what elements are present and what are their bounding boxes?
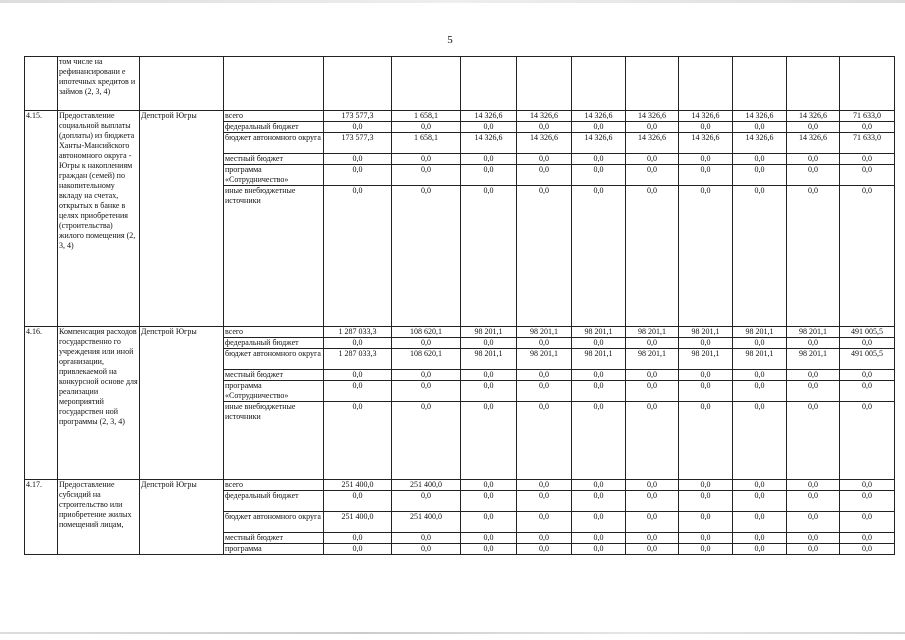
funding-value: 14 326,6 <box>461 133 517 154</box>
funding-value: 0,0 <box>733 165 787 186</box>
funding-value: 0,0 <box>626 512 679 533</box>
continuation-value-cell <box>324 57 392 111</box>
funding-value: 0,0 <box>733 154 787 165</box>
funding-value: 1 287 033,3 <box>324 349 392 370</box>
funding-value: 0,0 <box>840 381 895 402</box>
funding-value: 0,0 <box>461 122 517 133</box>
funding-value: 14 326,6 <box>626 133 679 154</box>
item-description: Предоставление социальной выплаты (доплаты) из бюджета Ханты-Мансийского автономного округа - Югры к накоплениям граждан (семей) по накопительному вкладу на счетах, открытых в банке в целях приобретения (строительства) жилого помещения (2, 3, 4) <box>58 111 140 327</box>
funding-value: 14 326,6 <box>517 133 572 154</box>
funding-source: программа <box>224 544 324 555</box>
funding-value: 0,0 <box>324 338 392 349</box>
funding-value: 0,0 <box>517 338 572 349</box>
scan-edge-bottom <box>0 632 905 634</box>
funding-value: 0,0 <box>572 122 626 133</box>
funding-value: 98 201,1 <box>733 327 787 338</box>
funding-value: 0,0 <box>572 381 626 402</box>
funding-value: 0,0 <box>840 512 895 533</box>
continuation-value-cell <box>679 57 733 111</box>
budget-table <box>24 56 895 555</box>
funding-source: всего <box>224 480 324 491</box>
funding-value: 98 201,1 <box>787 349 840 370</box>
funding-source: федеральный бюджет <box>224 338 324 349</box>
funding-value: 0,0 <box>787 402 840 480</box>
funding-source: бюджет автономного округа <box>224 512 324 533</box>
funding-value: 98 201,1 <box>461 349 517 370</box>
item-description: Компенсация расходов государственно го учреждения или иной организации, привлекаемой на конкурсной основе для реализации мероприятий государствен ной программы (2, 3, 4) <box>58 327 140 480</box>
funding-value: 0,0 <box>572 154 626 165</box>
funding-value: 0,0 <box>679 491 733 512</box>
funding-value: 0,0 <box>626 533 679 544</box>
funding-value: 0,0 <box>392 533 461 544</box>
funding-value: 0,0 <box>572 165 626 186</box>
funding-value: 0,0 <box>517 512 572 533</box>
funding-value: 0,0 <box>461 491 517 512</box>
funding-value: 0,0 <box>787 186 840 327</box>
funding-value: 0,0 <box>679 544 733 555</box>
funding-value: 0,0 <box>324 165 392 186</box>
funding-value: 0,0 <box>733 480 787 491</box>
funding-source: местный бюджет <box>224 370 324 381</box>
funding-value: 98 201,1 <box>461 327 517 338</box>
item-description: Предоставление субсидий на строительство или приобретение жилых помещений лицам, <box>58 480 140 555</box>
funding-value: 0,0 <box>679 122 733 133</box>
funding-value: 0,0 <box>626 381 679 402</box>
funding-value: 0,0 <box>626 544 679 555</box>
funding-value: 0,0 <box>733 512 787 533</box>
funding-value: 0,0 <box>733 491 787 512</box>
table-row <box>25 111 895 122</box>
funding-source: всего <box>224 327 324 338</box>
funding-value: 0,0 <box>626 165 679 186</box>
funding-value: 14 326,6 <box>733 111 787 122</box>
funding-value: 0,0 <box>679 402 733 480</box>
funding-value: 0,0 <box>626 402 679 480</box>
funding-value: 0,0 <box>392 370 461 381</box>
funding-value: 0,0 <box>679 533 733 544</box>
continuation-value-cell <box>626 57 679 111</box>
funding-value: 0,0 <box>392 491 461 512</box>
funding-source: программа «Сотрудничество» <box>224 381 324 402</box>
funding-value: 0,0 <box>840 480 895 491</box>
funding-value: 0,0 <box>626 154 679 165</box>
funding-source: всего <box>224 111 324 122</box>
funding-value: 0,0 <box>324 544 392 555</box>
funding-value: 1 658,1 <box>392 133 461 154</box>
funding-value: 14 326,6 <box>572 133 626 154</box>
item-number: 4.15. <box>25 111 58 327</box>
continuation-value-cell <box>461 57 517 111</box>
funding-value: 0,0 <box>840 491 895 512</box>
funding-value: 0,0 <box>517 154 572 165</box>
funding-value: 71 633,0 <box>840 133 895 154</box>
funding-value: 98 201,1 <box>679 327 733 338</box>
funding-value: 14 326,6 <box>572 111 626 122</box>
funding-value: 0,0 <box>517 186 572 327</box>
item-executor: Депстрой Югры <box>140 480 224 555</box>
funding-value: 0,0 <box>461 186 517 327</box>
funding-value: 0,0 <box>461 480 517 491</box>
funding-value: 0,0 <box>517 381 572 402</box>
funding-value: 0,0 <box>679 381 733 402</box>
funding-value: 0,0 <box>324 491 392 512</box>
scan-edge-top <box>0 0 905 3</box>
funding-value: 0,0 <box>517 165 572 186</box>
funding-value: 14 326,6 <box>679 111 733 122</box>
funding-value: 0,0 <box>324 122 392 133</box>
funding-value: 0,0 <box>572 338 626 349</box>
funding-value: 0,0 <box>679 154 733 165</box>
continuation-value-cell <box>733 57 787 111</box>
funding-value: 0,0 <box>733 186 787 327</box>
funding-value: 0,0 <box>626 122 679 133</box>
funding-source: иные внебюджетные источники <box>224 402 324 480</box>
funding-value: 0,0 <box>517 402 572 480</box>
funding-value: 0,0 <box>679 338 733 349</box>
funding-value: 0,0 <box>840 402 895 480</box>
funding-value: 98 201,1 <box>626 327 679 338</box>
funding-value: 0,0 <box>626 338 679 349</box>
funding-source: бюджет автономного округа <box>224 133 324 154</box>
funding-value: 0,0 <box>517 544 572 555</box>
funding-value: 0,0 <box>733 402 787 480</box>
funding-value: 0,0 <box>461 544 517 555</box>
funding-value: 0,0 <box>392 186 461 327</box>
continuation-value-cell <box>517 57 572 111</box>
continuation-source-cell <box>224 57 324 111</box>
funding-value: 0,0 <box>840 338 895 349</box>
funding-value: 14 326,6 <box>787 133 840 154</box>
funding-source: иные внебюджетные источники <box>224 186 324 327</box>
funding-value: 0,0 <box>787 533 840 544</box>
funding-value: 14 326,6 <box>626 111 679 122</box>
funding-value: 98 201,1 <box>517 327 572 338</box>
funding-value: 0,0 <box>392 544 461 555</box>
funding-value: 0,0 <box>679 370 733 381</box>
funding-source: федеральный бюджет <box>224 491 324 512</box>
funding-value: 0,0 <box>787 480 840 491</box>
funding-value: 251 400,0 <box>324 480 392 491</box>
funding-value: 0,0 <box>787 512 840 533</box>
funding-value: 0,0 <box>840 186 895 327</box>
funding-value: 0,0 <box>392 381 461 402</box>
funding-value: 0,0 <box>679 165 733 186</box>
funding-value: 173 577,3 <box>324 133 392 154</box>
funding-value: 0,0 <box>626 186 679 327</box>
funding-value: 0,0 <box>572 186 626 327</box>
funding-value: 0,0 <box>787 165 840 186</box>
funding-value: 0,0 <box>572 512 626 533</box>
funding-value: 0,0 <box>517 370 572 381</box>
funding-value: 0,0 <box>392 165 461 186</box>
funding-value: 98 201,1 <box>733 349 787 370</box>
funding-value: 0,0 <box>517 491 572 512</box>
continuation-value-cell <box>572 57 626 111</box>
funding-value: 0,0 <box>733 544 787 555</box>
funding-value: 0,0 <box>733 338 787 349</box>
funding-value: 0,0 <box>840 165 895 186</box>
table-body <box>25 57 895 555</box>
funding-value: 0,0 <box>733 370 787 381</box>
table-row <box>25 480 895 491</box>
funding-value: 108 620,1 <box>392 349 461 370</box>
funding-value: 0,0 <box>840 122 895 133</box>
funding-value: 0,0 <box>461 402 517 480</box>
funding-value: 98 201,1 <box>517 349 572 370</box>
funding-value: 0,0 <box>572 544 626 555</box>
funding-value: 0,0 <box>626 370 679 381</box>
funding-value: 14 326,6 <box>733 133 787 154</box>
funding-source: программа «Сотрудничество» <box>224 165 324 186</box>
funding-value: 0,0 <box>461 165 517 186</box>
funding-value: 98 201,1 <box>679 349 733 370</box>
funding-value: 0,0 <box>392 122 461 133</box>
funding-value: 0,0 <box>572 533 626 544</box>
continuation-executor-cell <box>140 57 224 111</box>
funding-value: 1 658,1 <box>392 111 461 122</box>
funding-value: 0,0 <box>461 370 517 381</box>
funding-value: 0,0 <box>733 533 787 544</box>
funding-value: 0,0 <box>626 491 679 512</box>
item-number: 4.17. <box>25 480 58 555</box>
funding-value: 0,0 <box>324 402 392 480</box>
funding-value: 0,0 <box>572 370 626 381</box>
funding-value: 0,0 <box>840 370 895 381</box>
funding-value: 0,0 <box>461 338 517 349</box>
funding-value: 0,0 <box>733 122 787 133</box>
funding-value: 0,0 <box>324 154 392 165</box>
funding-value: 251 400,0 <box>392 480 461 491</box>
continuation-number-cell <box>25 57 58 111</box>
funding-value: 108 620,1 <box>392 327 461 338</box>
funding-value: 0,0 <box>787 381 840 402</box>
funding-value: 98 201,1 <box>626 349 679 370</box>
funding-value: 0,0 <box>517 480 572 491</box>
funding-value: 0,0 <box>787 544 840 555</box>
funding-value: 0,0 <box>324 186 392 327</box>
funding-value: 14 326,6 <box>517 111 572 122</box>
funding-value: 0,0 <box>324 533 392 544</box>
funding-value: 0,0 <box>392 402 461 480</box>
funding-value: 0,0 <box>392 154 461 165</box>
funding-value: 0,0 <box>679 480 733 491</box>
item-executor: Депстрой Югры <box>140 327 224 480</box>
funding-value: 14 326,6 <box>461 111 517 122</box>
funding-value: 0,0 <box>787 370 840 381</box>
funding-value: 98 201,1 <box>572 349 626 370</box>
funding-value: 251 400,0 <box>392 512 461 533</box>
funding-value: 0,0 <box>461 533 517 544</box>
funding-value: 0,0 <box>840 154 895 165</box>
funding-value: 0,0 <box>679 186 733 327</box>
funding-value: 0,0 <box>787 154 840 165</box>
continuation-text: том числе на рефинансировани е ипотечных кредитов и займов (2, 3, 4) <box>58 57 140 111</box>
funding-value: 0,0 <box>840 544 895 555</box>
continuation-value-cell <box>392 57 461 111</box>
funding-source: местный бюджет <box>224 154 324 165</box>
funding-value: 0,0 <box>461 381 517 402</box>
funding-value: 0,0 <box>679 512 733 533</box>
funding-value: 0,0 <box>517 122 572 133</box>
funding-value: 491 005,5 <box>840 327 895 338</box>
funding-value: 0,0 <box>324 381 392 402</box>
continuation-value-cell <box>787 57 840 111</box>
funding-value: 0,0 <box>787 338 840 349</box>
funding-value: 0,0 <box>517 533 572 544</box>
funding-value: 251 400,0 <box>324 512 392 533</box>
funding-value: 0,0 <box>572 480 626 491</box>
funding-source: бюджет автономного округа <box>224 349 324 370</box>
funding-value: 0,0 <box>626 480 679 491</box>
table-row <box>25 327 895 338</box>
funding-value: 1 287 033,3 <box>324 327 392 338</box>
funding-source: местный бюджет <box>224 533 324 544</box>
funding-value: 14 326,6 <box>679 133 733 154</box>
funding-value: 0,0 <box>787 122 840 133</box>
funding-value: 0,0 <box>461 512 517 533</box>
funding-value: 14 326,6 <box>787 111 840 122</box>
funding-value: 173 577,3 <box>324 111 392 122</box>
funding-value: 98 201,1 <box>572 327 626 338</box>
continuation-row <box>25 57 895 111</box>
funding-value: 0,0 <box>572 491 626 512</box>
funding-value: 0,0 <box>461 154 517 165</box>
page-number: 5 <box>447 34 453 46</box>
funding-source: федеральный бюджет <box>224 122 324 133</box>
funding-value: 71 633,0 <box>840 111 895 122</box>
funding-value: 0,0 <box>572 402 626 480</box>
funding-value: 0,0 <box>733 381 787 402</box>
funding-value: 0,0 <box>392 338 461 349</box>
funding-value: 0,0 <box>324 370 392 381</box>
funding-value: 491 005,5 <box>840 349 895 370</box>
funding-value: 0,0 <box>787 491 840 512</box>
item-executor: Депстрой Югры <box>140 111 224 327</box>
funding-value: 0,0 <box>840 533 895 544</box>
item-number: 4.16. <box>25 327 58 480</box>
funding-value: 98 201,1 <box>787 327 840 338</box>
continuation-value-cell <box>840 57 895 111</box>
